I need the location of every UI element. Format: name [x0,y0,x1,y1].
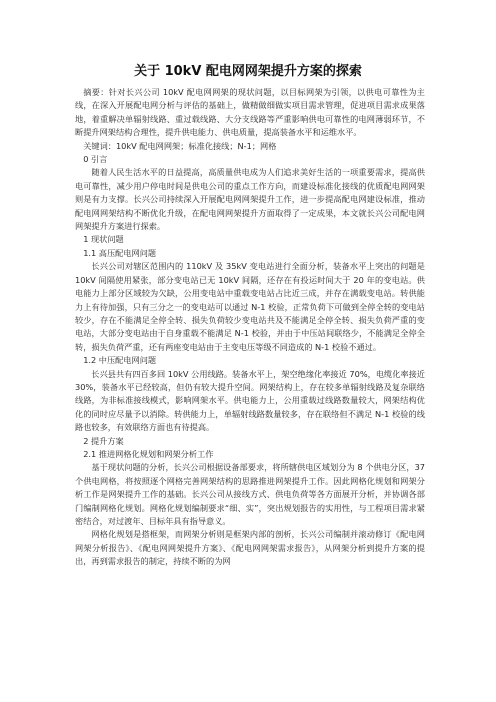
section-heading: 1 现状问题 [83,234,124,245]
paragraph: 长兴公司对辖区范围内的 110kV 及 35kV 变电站进行全面分析，装备水平上突出的问题是 10kV 间隔使用紧张，部分变电站已无 10kV 间隔，还存在有投运时间大于 20 年的变电站。供电能力上部分区域较为欠缺，公用变电站中重载变电站占比近三成，并存在满载变电站。转供能力上有待加强，只有三分之一的变电站可以通过 N-1 校验，正常负荷下可做到全停全转的变电站较少，存在不能满足全停全转、损失负荷较少变电站共及不能满足全停全转、损失负荷严重的变电站，大部分变电站由于自身重载不能满足 N-1 校验，并由于中压站间联络少，不能满足全停全转，损失负荷严重，还有两座变电站由于主变电压等级不同造成的 N-1 校验不通过。 [75,261,425,352]
section-heading: 0 引言 [83,154,108,165]
paragraph: 长兴县共有四百多回 10kV 公用线路。装备水平上，架空绝缘化率接近 70%，电缆化率接近 30%，装备水平已经较高，但仍有较大提升空间。网架结构上，存在较多单辐射线路及复杂联络线路，为非标准接线模式，影响网架水平。供电能力上，公用重载过线路数量较大，网架结构优化的同时应尽量予以消除。转供能力上，单辐射线路数量较多，存在联络但不满足 N-1 校验的线路也较多，有效联络方面也有待提高。 [75,368,425,433]
subsection-heading: 1.2 中压配电网问题 [83,355,157,366]
paragraph: 基于现状问题的分析，长兴公司根据设备部要求，将所辖供电区域划分为 8 个供电分区，37 个供电网格，将按照逐个网格完善网架结构的思路推进网架提升工作。因此网格化规划和网架分析工作是网架提升工作的基础。长兴公司从接线方式、供电负荷等各方面展开分析，并协调各部门编制网格化规划。网格化规划编制要求“细、实”，突出规划报告的实用性，与工程项目需求紧密结合，对过渡年、目标年具有指导意义。 [75,462,425,526]
paragraph: 随着人民生活水平的日益提高，高质量供电成为人们追求美好生活的一项重要需求，提高供电可靠性，减少用户停电时间是供电公司的重点工作方向，而建设标准化接线的优质配电网网架则是有力支撑。长兴公司持续深入开展配电网网架提升工作，进一步提高配电网建设标准，推动配电网网架结构不断优化升级，在配电网网架提升方面取得了一定成果，本文就长兴公司配电网网架提升方案进行探索。 [75,167,425,232]
subsection-heading: 2.1 推进网格化规划和网架分析工作 [83,448,214,459]
section-heading: 2 提升方案 [83,435,124,446]
abstract: 摘要：针对长兴公司 10kV 配电网网架的现状问题，以目标网架为引领，以供电可靠性为主线，在深入开展配电网分析与评估的基础上，做精做细做实项目需求管理，促进项目需求成果落地，着重解决单辐射线路、重过载线路、大分支线路等严重影响供电可靠性的电网薄弱环节，不断提升网架结构合理性，提升供电能力、供电质量，提高装备水平和运维水平。 [75,87,425,138]
document-body [75,86,425,569]
subsection-heading: 1.1 高压配电网问题 [83,247,157,258]
document-title: 关于 10kV 配电网网架提升方案的探索 [134,64,362,79]
paragraph: 网格化规划是搭框架，而网架分析则是框架内部的剖析，长兴公司编制并滚动修订《配电网网架分析报告》、《配电网网架提升方案》、《配电网网架需求报告》，从网架分析到提升方案的提出，再到需求报告的制定，持续不断的为网 [75,529,425,567]
keywords: 关键词：10kV 配电网网架；标准化接线；N-1；网格 [83,140,277,151]
